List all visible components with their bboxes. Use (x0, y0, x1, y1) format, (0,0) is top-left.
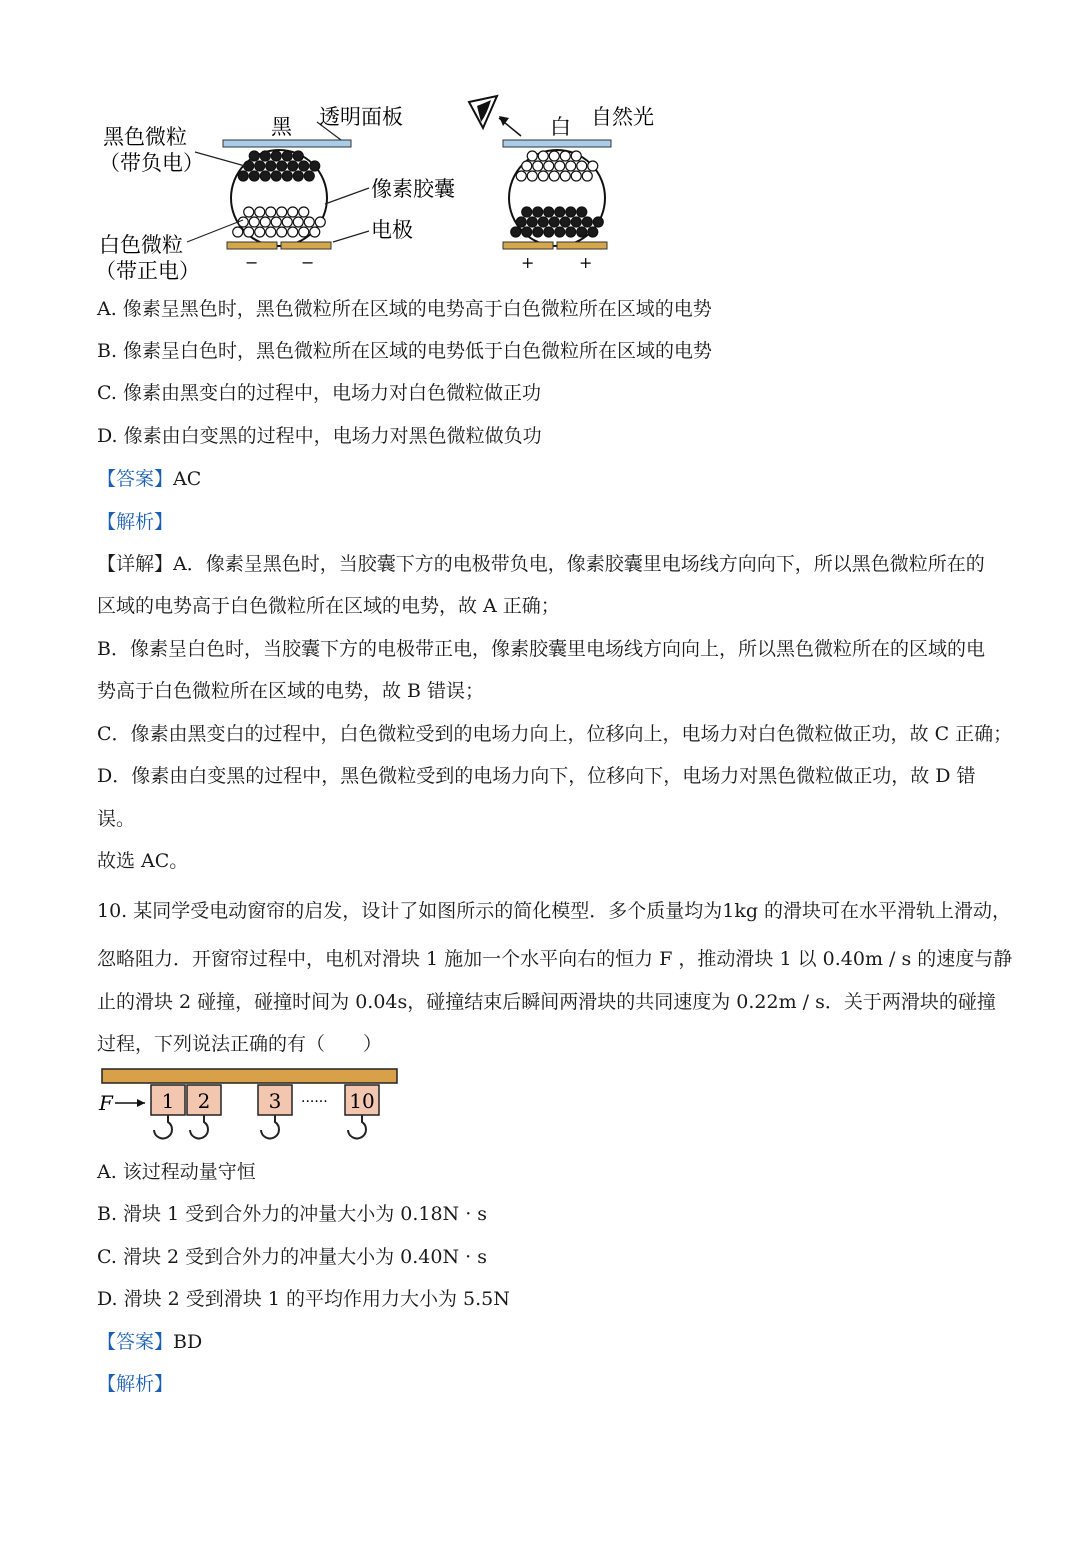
white-particle (571, 171, 581, 181)
white-particle (527, 151, 537, 161)
answer-value: BD (173, 1331, 203, 1353)
q9-detail-line-5: C．像素由黑变白的过程中，白色微粒受到的电场力向上，位移向上，电场力对白色微粒做正功，故 C 正确； (97, 723, 1013, 745)
q9-detail-line-6: D．像素由白变黑的过程中，黑色微粒受到的电场力向下，位移向下，电场力对黑色微粒做正功，故 D 错 (97, 765, 976, 787)
right-electrode-1 (503, 242, 553, 249)
right-electrode-2 (557, 242, 607, 249)
label-capsule: 像素胶囊 (371, 177, 455, 201)
black-particle (577, 207, 587, 217)
black-particle (293, 151, 303, 161)
black-particle (533, 207, 543, 217)
black-particle (516, 217, 526, 227)
answer-tag: 【答案】 (97, 1331, 174, 1353)
white-particle (571, 151, 581, 161)
q9-analysis-tag: 【解析】 (97, 511, 174, 533)
q10-option-a: A. 该过程动量守恒 (97, 1161, 256, 1183)
white-particle (293, 217, 303, 227)
q10-answer (97, 1330, 202, 1354)
white-particle (560, 171, 570, 181)
black-particle (544, 207, 554, 217)
black-particle (538, 217, 548, 227)
left-transparent-panel (223, 140, 351, 147)
black-particle (249, 171, 259, 181)
label-black-particle-2: （带负电） (99, 151, 204, 175)
hook-icon (348, 1115, 366, 1138)
black-particle (238, 171, 248, 181)
force-label: F (99, 1091, 113, 1115)
right-plus-2: + (579, 253, 593, 272)
black-particle (560, 217, 570, 227)
black-particle (310, 161, 320, 171)
white-particle (299, 207, 309, 217)
black-particle (260, 151, 270, 161)
right-plus-1: + (521, 253, 535, 272)
white-particle (310, 227, 320, 237)
white-particle (516, 171, 526, 181)
right-white-particles (516, 151, 598, 181)
white-particle (566, 161, 576, 171)
q9-detail-line-2: 区域的电势高于白色微粒所在区域的电势，故 A 正确； (97, 595, 560, 617)
label-electrode: 电极 (371, 218, 413, 242)
slider-block-label: 1 (161, 1089, 175, 1113)
white-particle (560, 151, 570, 161)
white-particle (277, 227, 287, 237)
black-particle (299, 161, 309, 171)
q9-option-d: D. 像素由白变黑的过程中，电场力对黑色微粒做负功 (97, 425, 542, 447)
black-particle (555, 207, 565, 217)
left-electrode-2 (281, 242, 331, 249)
slider-block-label: 3 (268, 1089, 282, 1113)
q10-stem-line-1: 10. 某同学受电动窗帘的启发，设计了如图所示的简化模型．多个质量均为1kg 的滑块可在水平滑轨上滑动， (97, 900, 1012, 922)
black-particle (255, 161, 265, 171)
q9-detail-line-4: 势高于白色微粒所在区域的电势，故 B 错误； (97, 680, 485, 702)
black-particle (549, 217, 559, 227)
black-particle (582, 217, 592, 227)
eye-icon (469, 96, 497, 128)
white-particle (549, 151, 559, 161)
white-particle (538, 151, 548, 161)
black-particle (304, 171, 314, 181)
detail-text: A．像素呈黑色时，当胶囊下方的电极带负电，像素胶囊里电场线方向向下，所以黑色微粒所在的 (173, 553, 985, 575)
q9-option-b: B. 像素呈白色时，黑色微粒所在区域的电势低于白色微粒所在区域的电势 (97, 340, 713, 362)
white-particle (271, 217, 281, 227)
left-black-particles (238, 151, 320, 181)
black-particle (277, 161, 287, 171)
q9-detail-line-7: 误。 (97, 808, 136, 830)
black-particle (527, 217, 537, 227)
label-white: 白 (550, 115, 571, 139)
left-electrode-1 (227, 242, 277, 249)
black-particle (566, 227, 576, 237)
white-particle (282, 217, 292, 227)
label-white-particle-2: （带正电） (95, 259, 200, 282)
track-rail (102, 1069, 397, 1083)
label-black-particle-1: 黑色微粒 (103, 125, 187, 149)
q10-stem-line-3: 止的滑块 2 碰撞，碰撞时间为 0.04s，碰撞结束后瞬间两滑块的共同速度为 0.22m / s．关于两滑块的碰撞 (97, 991, 996, 1013)
white-particle (582, 171, 592, 181)
white-particle (288, 227, 298, 237)
white-particle (533, 161, 543, 171)
white-particle (255, 227, 265, 237)
white-particle (233, 227, 243, 237)
q10-option-b: B. 滑块 1 受到合外力的冲量大小为 0.18N · s (97, 1203, 488, 1225)
black-particle (593, 217, 603, 227)
right-transparent-panel (503, 140, 611, 147)
q9-option-a: A. 像素呈黑色时，黑色微粒所在区域的电势高于白色微粒所在区域的电势 (97, 298, 712, 320)
white-particle (522, 161, 532, 171)
label-natural-light: 自然光 (591, 105, 654, 129)
slider-track-figure (95, 1066, 405, 1148)
black-particle (293, 171, 303, 181)
black-particle (288, 161, 298, 171)
white-particle (549, 171, 559, 181)
hook-icon (154, 1115, 172, 1138)
q9-detail-line-1 (97, 552, 985, 576)
q9-answer (97, 467, 201, 491)
q10-analysis-tag: 【解析】 (97, 1373, 174, 1395)
block-ellipsis: ······ (301, 1094, 328, 1110)
black-particle (522, 227, 532, 237)
white-particle (238, 217, 248, 227)
black-particle (271, 171, 281, 181)
black-particle (266, 161, 276, 171)
white-particle (288, 207, 298, 217)
white-particle (255, 207, 265, 217)
white-particle (315, 217, 325, 227)
q10-stem-line-2: 忽略阻力．开窗帘过程中，电机对滑块 1 施加一个水平向右的恒力 F ，推动滑块 1 以 0.40m / s 的速度与静 (97, 948, 1013, 970)
white-particle (244, 207, 254, 217)
black-particle (522, 207, 532, 217)
white-particle (244, 227, 254, 237)
answer-tag: 【答案】 (97, 468, 174, 490)
q10-stem-line-4: 过程，下列说法正确的有（ ） (97, 1033, 383, 1055)
black-particle (577, 227, 587, 237)
white-particle (266, 207, 276, 217)
black-particle (555, 227, 565, 237)
black-particle (533, 227, 543, 237)
white-particle (304, 217, 314, 227)
white-particle (555, 161, 565, 171)
pixel-capsule-figure (95, 92, 795, 282)
white-particle (527, 171, 537, 181)
white-particle (538, 171, 548, 181)
black-particle (260, 171, 270, 181)
answer-value: AC (173, 468, 202, 490)
black-particle (571, 217, 581, 227)
q9-detail-line-8: 故选 AC。 (97, 850, 189, 872)
label-panel: 透明面板 (319, 105, 403, 129)
black-particle (588, 227, 598, 237)
black-particle (566, 207, 576, 217)
q10-option-c: C. 滑块 2 受到合外力的冲量大小为 0.40N · s (97, 1246, 487, 1268)
hook-icon (190, 1115, 208, 1138)
q10-option-d: D. 滑块 2 受到滑块 1 的平均作用力大小为 5.5N (97, 1288, 510, 1310)
left-minus-1: − (245, 253, 259, 272)
q9-detail-line-3: B．像素呈白色时，当胶囊下方的电极带正电，像素胶囊里电场线方向向上，所以黑色微粒所在的区域的电 (97, 638, 985, 660)
label-white-particle-1: 白色微粒 (99, 233, 183, 257)
hook-icon (261, 1115, 279, 1138)
black-particle (282, 171, 292, 181)
white-particle (299, 227, 309, 237)
white-particle (266, 227, 276, 237)
detail-tag: 【详解】 (97, 553, 174, 575)
black-particle (511, 227, 521, 237)
white-particle (249, 217, 259, 227)
slider-block-label: 2 (197, 1089, 211, 1113)
black-particle (271, 151, 281, 161)
white-particle (544, 161, 554, 171)
black-particle (544, 227, 554, 237)
left-minus-2: − (301, 253, 315, 272)
white-particle (260, 217, 270, 227)
black-particle (249, 151, 259, 161)
label-black: 黑 (271, 115, 292, 139)
black-particle (282, 151, 292, 161)
white-particle (588, 161, 598, 171)
slider-block-label: 10 (349, 1089, 375, 1113)
q9-option-c: C. 像素由黑变白的过程中，电场力对白色微粒做正功 (97, 382, 541, 404)
white-particle (577, 161, 587, 171)
black-particle (244, 161, 254, 171)
white-particle (277, 207, 287, 217)
